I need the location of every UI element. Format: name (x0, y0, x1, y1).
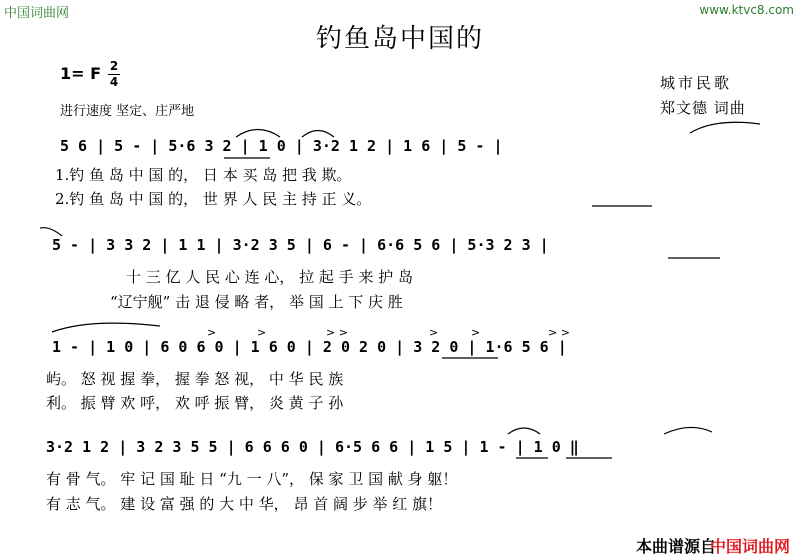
watermark-left: 中国词曲网 (4, 6, 70, 21)
accent-mark: > (257, 326, 267, 339)
accent-mark: > (471, 326, 481, 339)
lyrics-line-2-verse-1: 十 三 亿 人 民 心 连 心， 拉 起 手 来 护 岛 (126, 268, 413, 286)
lyrics-line-1-verse-2: 2.钓 鱼 岛 中 国 的， 世 界 人 民 主 持 正 义。 (55, 190, 372, 208)
notation-line-1: 5 6 | 5 - | 5·6 3 2 | 1 0 | 3·2 1 2 | 1 6 | 5 - | (60, 137, 503, 155)
accent-mark: > > (326, 326, 348, 339)
key-signature: 1= F (60, 64, 102, 83)
slur-mark (40, 228, 62, 236)
song-title: 钓鱼岛中国的 (315, 24, 484, 54)
lyrics-line-1-verse-1: 1.钓 鱼 岛 中 国 的， 日 本 买 岛 把 我 欺。 (55, 166, 352, 184)
lyrics-line-3-verse-1: 屿。 怒 视 握 拳， 握 拳 怒 视， 中 华 民 族 (46, 370, 344, 388)
watermark-right: www.ktvc8.com (699, 3, 794, 17)
time-signature-bottom: 4 (109, 75, 119, 89)
slur-mark (236, 130, 280, 138)
song-origin: 城市民歌 (660, 74, 733, 92)
notation-line-2: 5 - | 3 3 2 | 1 1 | 3·2 3 5 | 6 - | 6·6 5 6 | 5·3 2 3 | (52, 236, 549, 254)
lyrics-line-3-verse-2: 利。 振 臂 欢 呼， 欢 呼 振 臂， 炎 黄 子 孙 (46, 394, 344, 412)
slur-mark (52, 323, 160, 332)
accent-mark: > (429, 326, 439, 339)
song-credit: 郑文德 词曲 (660, 99, 746, 117)
accent-mark: > (207, 326, 217, 339)
footer-source: 本曲谱源自 (636, 537, 717, 556)
lyrics-line-2-verse-2: “辽宁舰” 击 退 侵 略 者， 举 国 上 下 庆 胜 (110, 293, 403, 311)
time-signature-top: 2 (109, 59, 119, 73)
slur-mark (508, 428, 540, 434)
accent-mark: > > (548, 326, 570, 339)
lyrics-line-4-verse-1: 有 骨 气。 牢 记 国 耻 日 “九 一 八”， 保 家 卫 国 献 身 躯！ (46, 470, 458, 488)
notation-line-4: 3·2 1 2 | 3 2 3 5 5 | 6 6 6 0 | 6·5 6 6 | 1 5 | 1 - | 1 0 ‖ (46, 438, 579, 456)
lyrics-line-4-verse-2: 有 志 气。 建 设 富 强 的 大 中 华， 昂 首 阔 步 举 红 旗！ (46, 495, 443, 513)
notation-line-3: 1 - | 1 0 | 6 0 6 0 | 1 6 0 | 2 0 2 0 | 3 2 0 | 1·6 5 6 | (52, 338, 567, 356)
slur-mark (664, 427, 712, 434)
tempo-marking: 进行速度 坚定、庄严地 (60, 104, 195, 119)
slur-mark (690, 122, 760, 133)
slur-mark (302, 131, 334, 138)
footer-site[interactable]: 中国词曲网 (710, 537, 791, 556)
